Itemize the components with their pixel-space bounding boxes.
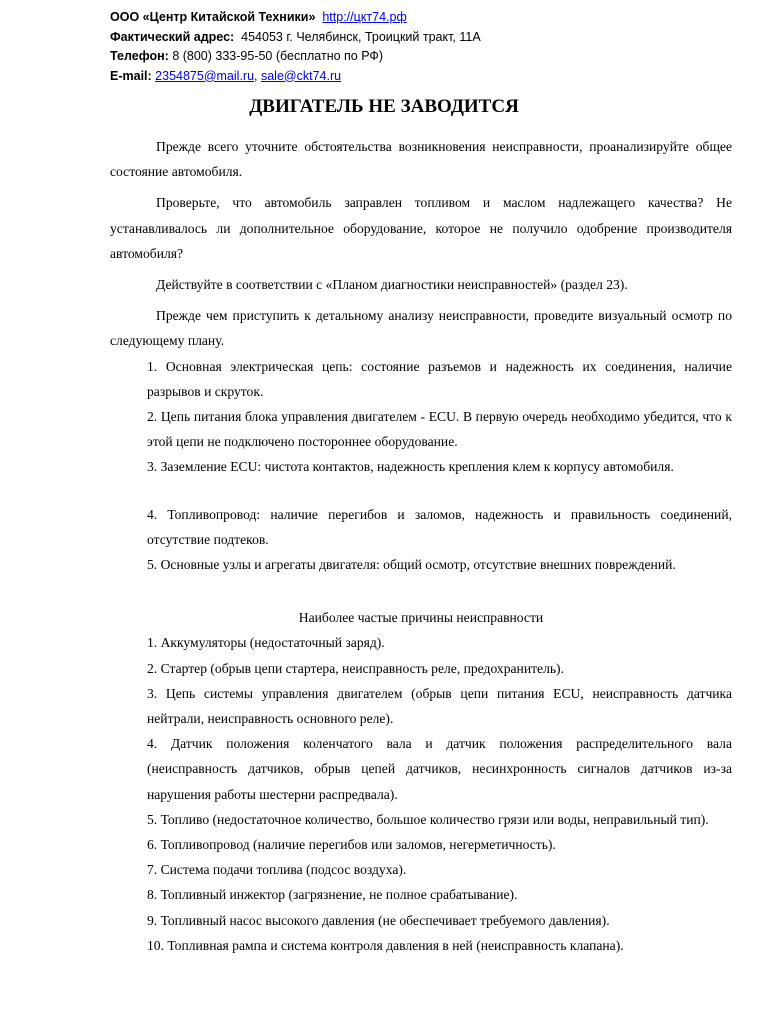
intro-paragraph-4: Прежде чем приступить к детальному анализу неисправности, проведите визуальный осмотр по следующему плану. bbox=[110, 308, 732, 349]
address-label: Фактический адрес: bbox=[110, 29, 235, 44]
plan-item-5: 5. Основные узлы и агрегаты двигателя: общий осмотр, отсутствие внешних повреждений. bbox=[147, 557, 676, 573]
cause-item-5: 5. Топливо (недостаточное количество, большое количество грязи или воды, неправильный тип). bbox=[147, 811, 709, 827]
phone-value: 8 (800) 333-95-50 (бесплатно по РФ) bbox=[172, 49, 384, 63]
cause-item-4: 4. Датчик положения коленчатого вала и датчик положения распределительного вала (неисправность датчиков, обрыв цепей датчиков, несинхронность сигналов датчиков из-за нарушения работы шестерни распредвала). bbox=[147, 736, 732, 802]
phone-line bbox=[110, 47, 730, 67]
document-body bbox=[110, 134, 732, 958]
intro-paragraph-3: Действуйте в соответствии с «Планом диагностики неисправностей» (раздел 23). bbox=[156, 277, 628, 293]
address-value: 454053 г. Челябинск, Троицкий тракт, 11А bbox=[241, 29, 481, 44]
cause-item-7: 7. Система подачи топлива (подсос воздуха). bbox=[147, 862, 407, 878]
email-link-1[interactable]: 2354875@mail.ru bbox=[155, 68, 255, 83]
email-label: E-mail: bbox=[110, 68, 152, 83]
cause-item-1: 1. Аккумуляторы (недостаточный заряд). bbox=[147, 635, 385, 651]
company-line bbox=[110, 8, 730, 28]
cause-item-3: 3. Цепь системы управления двигателем (обрыв цепи питания ECU, неисправность датчика нейтрали, неисправность основного реле). bbox=[147, 685, 732, 727]
plan-item-4: 4. Топливопровод: наличие перегибов и заломов, надежность и правильность соединений, отсутствие подтеков. bbox=[147, 506, 732, 547]
cause-item-6: 6. Топливопровод (наличие перегибов или заломов, негерметичность). bbox=[147, 837, 556, 853]
cause-item-9: 9. Топливный насос высокого давления (не обеспечивает требуемого давления). bbox=[147, 912, 610, 928]
causes-heading: Наиболее частые причины неисправности bbox=[298, 610, 544, 626]
website-link[interactable]: http://цкт74.рф bbox=[322, 10, 407, 24]
company-name: ООО «Центр Китайской Техники» bbox=[110, 10, 316, 24]
email-line: E-mail: 2354875@mail.ru, sale@ckt74.ru bbox=[110, 68, 342, 83]
phone-label: Телефон: bbox=[110, 49, 169, 63]
intro-paragraph-1: Прежде всего уточните обстоятельства возникновения неисправности, проанализируйте общее состояние автомобиля. bbox=[110, 139, 732, 180]
plan-item-2: 2. Цепь питания блока управления двигателем - ECU. В первую очередь необходимо убедится, что к этой цепи не подключено постороннее оборудование. bbox=[147, 409, 732, 450]
intro-paragraph-2: Проверьте, что автомобиль заправлен топливом и маслом надлежащего качества? Не устанавливалось ли дополнительное оборудование, которое не получило одобрение производителя автомобиля? bbox=[110, 195, 732, 261]
cause-item-8: 8. Топливный инжектор (загрязнение, не полное срабатывание). bbox=[147, 887, 518, 903]
cause-item-10: 10. Топливная рампа и система контроля давления в ней (неисправность клапана). bbox=[147, 937, 624, 953]
address-line bbox=[110, 28, 730, 48]
plan-item-1: 1. Основная электрическая цепь: состояние разъемов и надежность их соединения, наличие разрывов и скруток. bbox=[147, 358, 732, 399]
cause-item-2: 2. Стартер (обрыв цепи стартера, неисправность реле, предохранитель). bbox=[147, 660, 564, 676]
document-title: ДВИГАТЕЛЬ НЕ ЗАВОДИТСЯ bbox=[249, 96, 519, 117]
plan-item-3: 3. Заземление ECU: чистота контактов, надежность крепления клем к корпусу автомобиля. bbox=[147, 459, 674, 475]
company-header bbox=[110, 8, 730, 86]
email-link-2[interactable]: sale@ckt74.ru bbox=[260, 68, 342, 83]
